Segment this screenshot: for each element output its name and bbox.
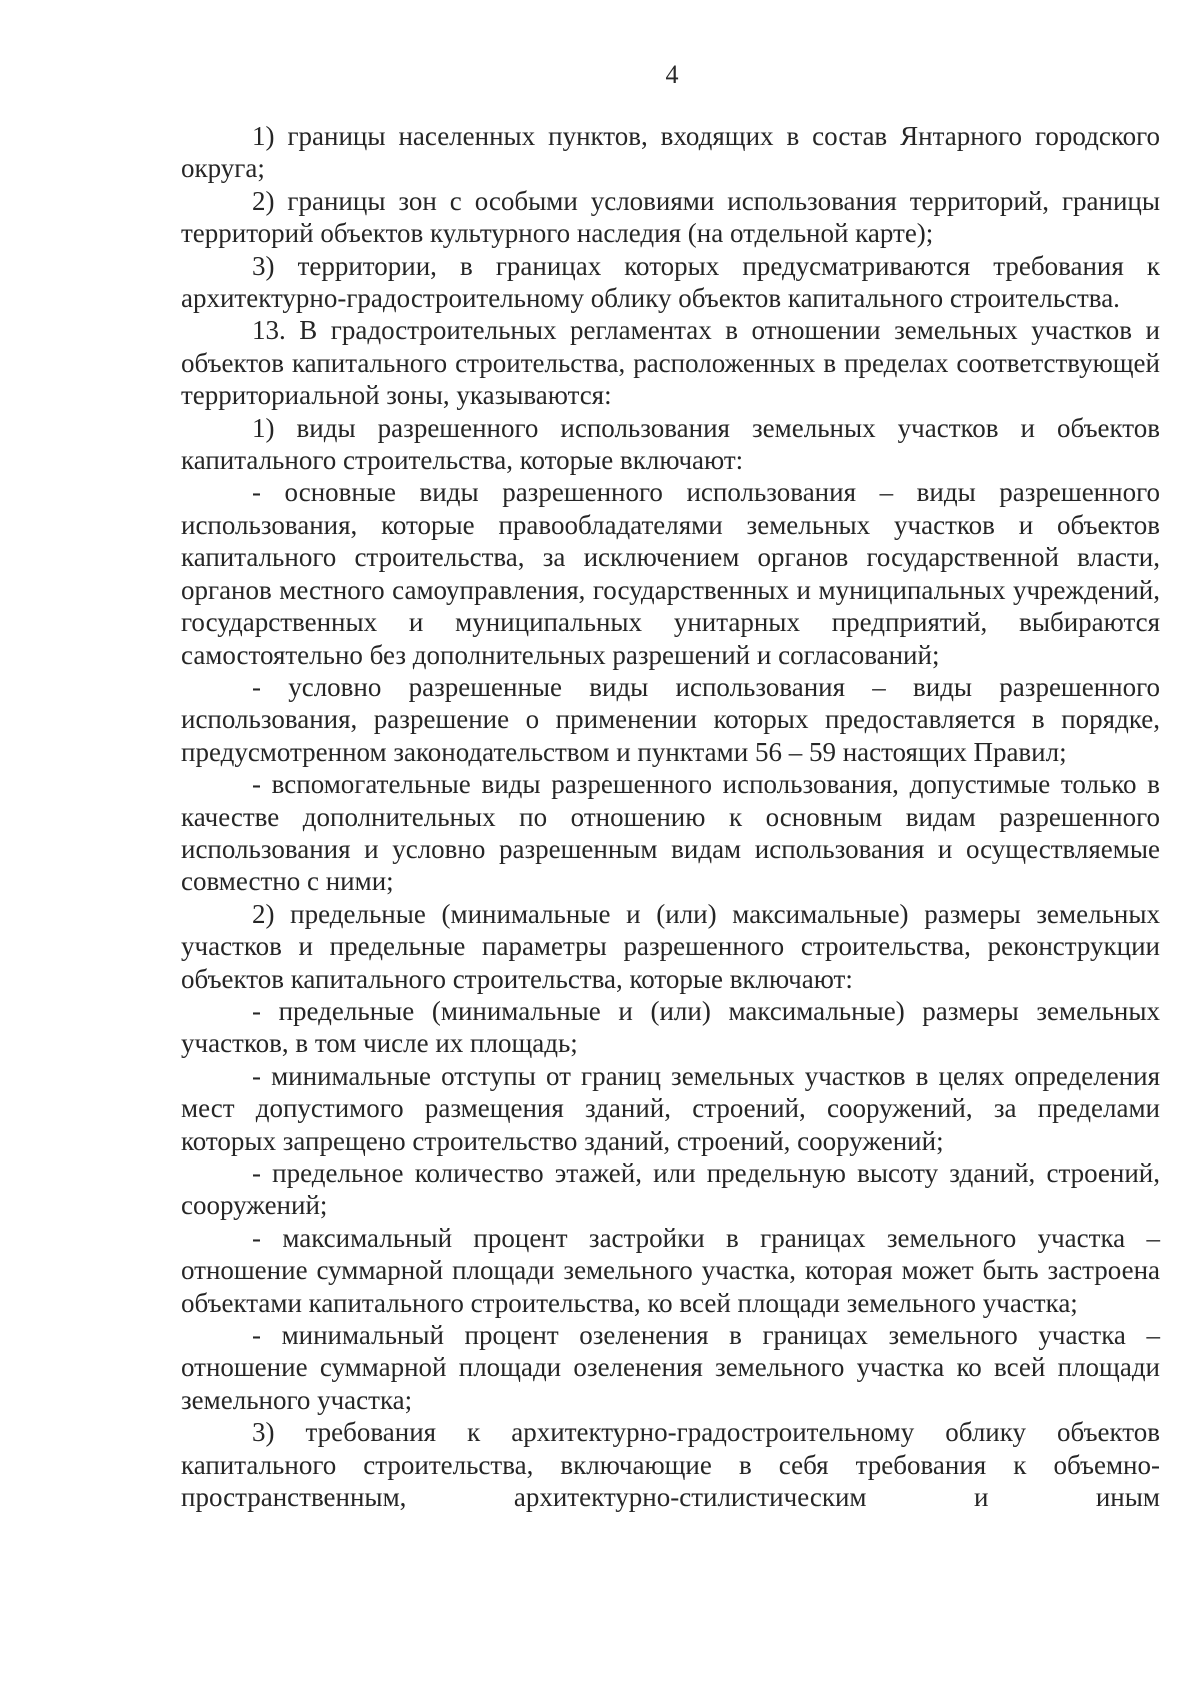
paragraph-dash-main-types: - основные виды разрешенного использования – виды разрешенного использования, которые правообладателями земельных участков и объектов капитального строительства, за исключением органов государственной власти, органов местного самоуправления, государственных и муниципальных учреждений, государственных и муниципальных унитарных предприятий, выбираются самостоятельно без дополнительных разрешений и согласований; bbox=[181, 477, 1160, 670]
paragraph-dash-conditional-types: - условно разрешенные виды использования – виды разрешенного использования, разрешение о применении которых предоставляется в порядке, предусмотренном законодательством и пунктами 56 – 59 настоящих Правил; bbox=[181, 671, 1160, 767]
paragraph-item-3: 3) территории, в границах которых предусматриваются требования к архитектурно-градостроительному облику объектов капитального строительства. bbox=[181, 250, 1160, 314]
paragraph-dash-plot-sizes: - предельные (минимальные и (или) максимальные) размеры земельных участков, в том числе их площадь; bbox=[181, 995, 1160, 1059]
paragraph-dash-greening: - минимальный процент озеленения в границах земельного участка – отношение суммарной площади озеленения земельного участка ко всей площади земельного участка; bbox=[181, 1320, 1160, 1415]
paragraph-dash-coverage: - максимальный процент застройки в границах земельного участка – отношение суммарной площади земельного участка, которая может быть застроена объектами капитального строительства, ко всей площади земельного участка; bbox=[181, 1222, 1160, 1318]
paragraph-item-1-types: 1) виды разрешенного использования земельных участков и объектов капитального строительства, которые включают: bbox=[181, 412, 1160, 476]
paragraph-item-3-requirements: 3) требования к архитектурно-градостроительному облику объектов капитального строительства, включающие в себя требования к объемно-пространственным, архитектурно-стилистическим и иным bbox=[181, 1417, 1160, 1513]
paragraph-13: 13. В градостроительных регламентах в отношении земельных участков и объектов капитального строительства, расположенных в пределах соответствующей территориальной зоны, указываются: bbox=[181, 315, 1160, 411]
document-body bbox=[181, 120, 1160, 1513]
paragraph-dash-auxiliary-types: - вспомогательные виды разрешенного использования, допустимые только в качестве дополнительных по отношению к основным видам разрешенного использования и условно разрешенным видам использования и осуществляемые совместно с ними; bbox=[181, 769, 1160, 897]
paragraph-dash-setbacks: - минимальные отступы от границ земельных участков в целях определения мест допустимого размещения зданий, строений, сооружений, за пределами которых запрещено строительство зданий, строений, сооружений; bbox=[181, 1060, 1160, 1156]
paragraph-dash-floors: - предельное количество этажей, или предельную высоту зданий, строений, сооружений; bbox=[181, 1158, 1160, 1221]
page-number: 4 bbox=[665, 60, 679, 89]
paragraph-item-2: 2) границы зон с особыми условиями использования территорий, границы территорий объектов культурного наследия (на отдельной карте); bbox=[181, 185, 1160, 249]
paragraph-item-2-limits: 2) предельные (минимальные и (или) максимальные) размеры земельных участков и предельные параметры разрешенного строительства, реконструкции объектов капитального строительства, которые включают: bbox=[181, 898, 1160, 994]
paragraph-item-1: 1) границы населенных пунктов, входящих в состав Янтарного городского округа; bbox=[181, 121, 1160, 184]
